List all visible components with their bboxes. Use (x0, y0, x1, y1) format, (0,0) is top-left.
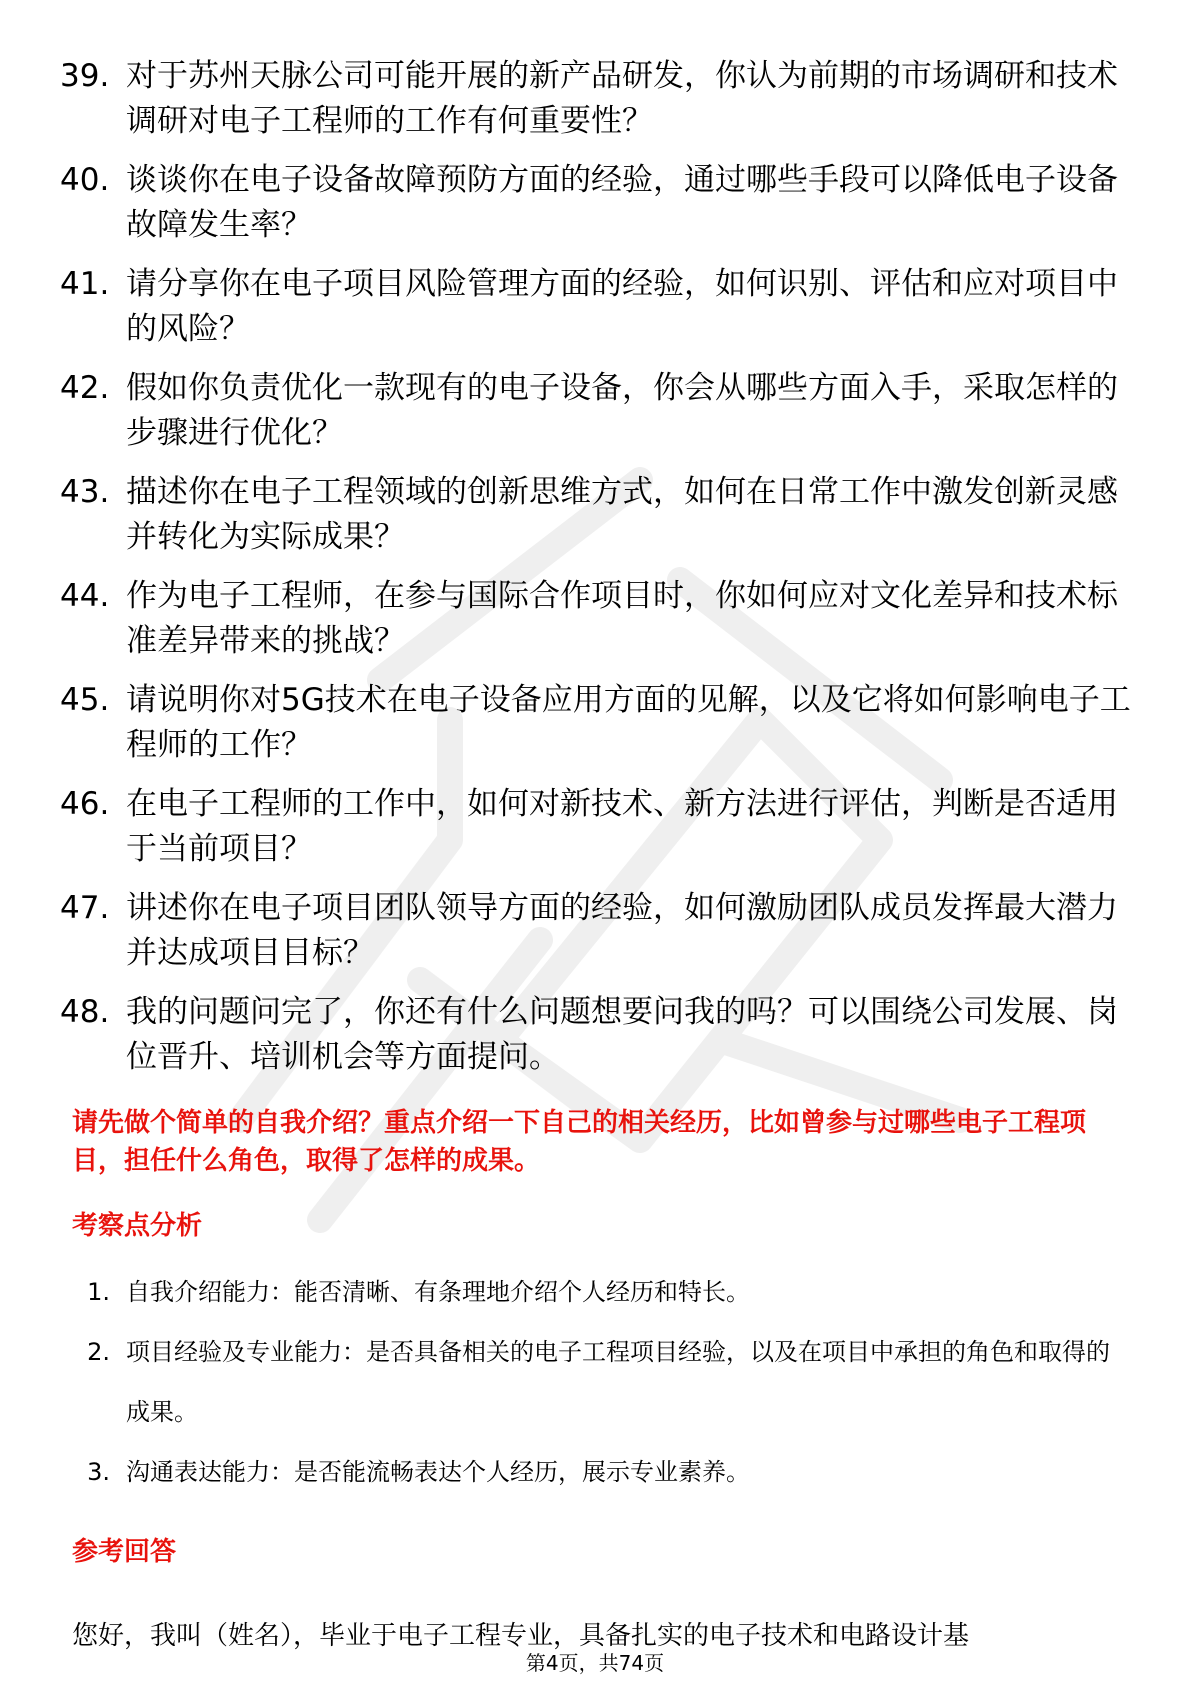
question-text: 讲述你在电子项目团队领导方面的经验，如何激励团队成员发挥最大潜力并达成项目目标？ (126, 890, 1118, 971)
question-number: 41. (60, 266, 110, 302)
question-number: 45. (60, 682, 110, 718)
question-item (60, 678, 1140, 782)
question-item (60, 158, 1140, 262)
question-list (60, 54, 1140, 1094)
answer-heading: 参考回答 (72, 1537, 177, 1567)
page-footer: 第4页，共74页 (525, 1651, 665, 1675)
analysis-item (72, 1262, 1132, 1322)
analysis-number: 2. (87, 1338, 110, 1366)
question-number: 47. (60, 890, 110, 926)
question-item (60, 470, 1140, 574)
question-number: 44. (60, 578, 110, 614)
question-item (60, 574, 1140, 678)
question-item (60, 262, 1140, 366)
question-text: 请说明你对5G技术在电子设备应用方面的见解，以及它将如何影响电子工程师的工作？ (126, 682, 1131, 763)
analysis-text: 沟通表达能力：是否能流畅表达个人经历，展示专业素养。 (126, 1458, 750, 1486)
question-item (60, 990, 1140, 1094)
question-text: 请分享你在电子项目风险管理方面的经验，如何识别、评估和应对项目中的风险？ (126, 266, 1118, 347)
question-number: 46. (60, 786, 110, 822)
analysis-item (72, 1442, 1132, 1502)
question-text: 假如你负责优化一款现有的电子设备，你会从哪些方面入手，采取怎样的步骤进行优化？ (126, 370, 1118, 451)
analysis-text: 自我介绍能力：能否清晰、有条理地介绍个人经历和特长。 (126, 1278, 750, 1306)
question-number: 40. (60, 162, 110, 198)
question-text: 作为电子工程师，在参与国际合作项目时，你如何应对文化差异和技术标准差异带来的挑战？ (126, 578, 1118, 659)
question-text: 我的问题问完了，你还有什么问题想要问我的吗？可以围绕公司发展、岗位晋升、培训机会等方面提问。 (126, 994, 1118, 1075)
analysis-number: 1. (87, 1278, 110, 1306)
question-number: 48. (60, 994, 110, 1030)
question-number: 43. (60, 474, 110, 510)
question-text: 对于苏州天脉公司可能开展的新产品研发，你认为前期的市场调研和技术调研对电子工程师的工作有何重要性？ (126, 58, 1118, 139)
question-text: 描述你在电子工程领域的创新思维方式，如何在日常工作中激发创新灵感并转化为实际成果？ (126, 474, 1118, 555)
featured-question: 请先做个简单的自我介绍？重点介绍一下自己的相关经历，比如曾参与过哪些电子工程项目，担任什么角色，取得了怎样的成果。 (72, 1108, 1087, 1176)
question-item (60, 54, 1140, 158)
question-item (60, 366, 1140, 470)
question-text: 谈谈你在电子设备故障预防方面的经验，通过哪些手段可以降低电子设备故障发生率？ (126, 162, 1118, 243)
analysis-heading: 考察点分析 (72, 1211, 203, 1241)
analysis-text: 项目经验及专业能力：是否具备相关的电子工程项目经验，以及在项目中承担的角色和取得的成果。 (126, 1338, 1110, 1426)
question-item (60, 886, 1140, 990)
question-text: 在电子工程师的工作中，如何对新技术、新方法进行评估，判断是否适用于当前项目？ (126, 786, 1118, 867)
answer-text: 您好，我叫（姓名），毕业于电子工程专业，具备扎实的电子技术和电路设计基 (72, 1621, 970, 1651)
question-number: 42. (60, 370, 110, 406)
question-number: 39. (60, 58, 110, 94)
analysis-number: 3. (87, 1458, 110, 1486)
analysis-item (72, 1322, 1132, 1442)
question-item (60, 782, 1140, 886)
analysis-list (72, 1262, 1132, 1502)
